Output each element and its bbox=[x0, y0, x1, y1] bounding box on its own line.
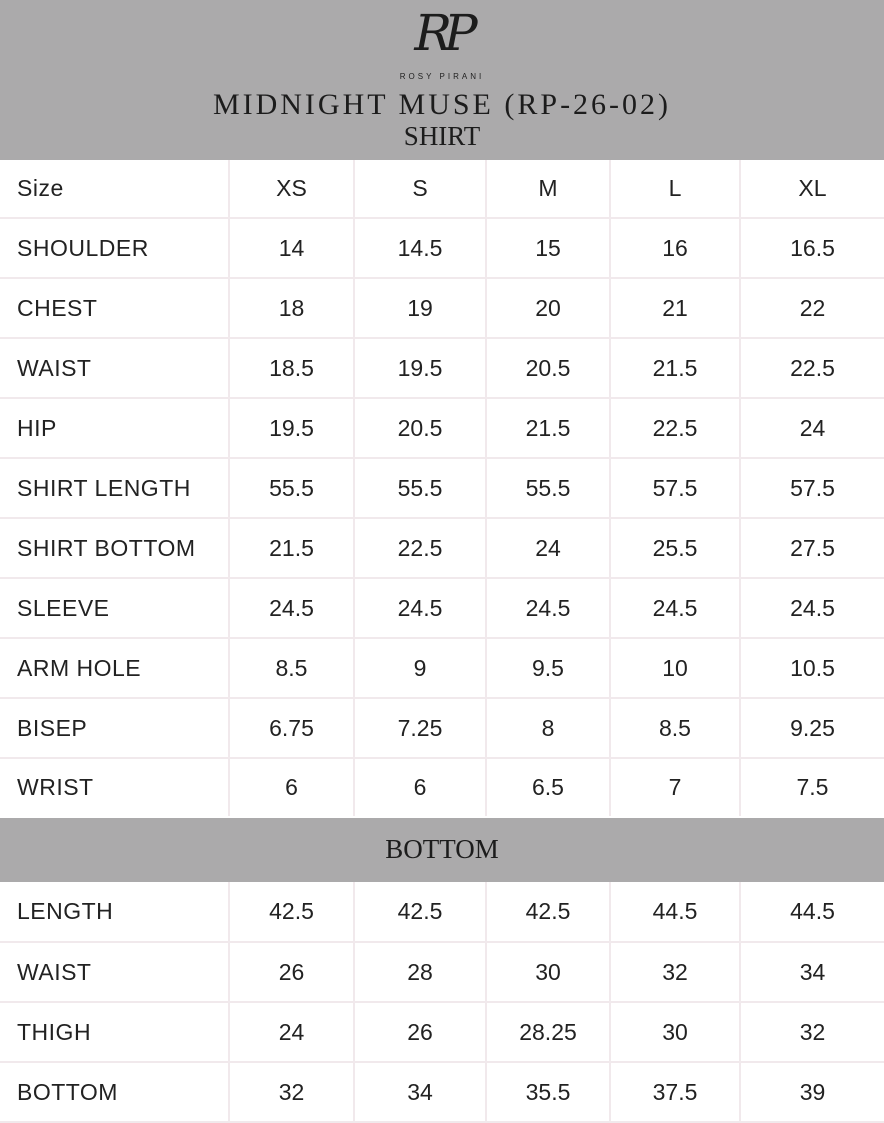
table-row bbox=[0, 578, 884, 638]
table-cell: 26 bbox=[354, 1002, 486, 1062]
table-cell: 21.5 bbox=[610, 338, 740, 398]
row-label: WAIST bbox=[0, 338, 229, 398]
section-title-bottom: BOTTOM bbox=[385, 834, 499, 864]
table-cell: 22.5 bbox=[354, 518, 486, 578]
section-title-shirt: SHIRT bbox=[403, 121, 481, 151]
table-cell: 35.5 bbox=[486, 1062, 610, 1122]
brand-name: ROSY PIRANI bbox=[399, 72, 485, 81]
table-cell: 21.5 bbox=[229, 518, 354, 578]
row-label: LENGTH bbox=[0, 882, 229, 942]
row-label: ARM HOLE bbox=[0, 638, 229, 698]
table-cell: 6 bbox=[229, 758, 354, 816]
row-label: CHEST bbox=[0, 278, 229, 338]
table-row bbox=[0, 398, 884, 458]
table-row bbox=[0, 1062, 884, 1122]
size-s: S bbox=[354, 160, 486, 218]
table-row bbox=[0, 1002, 884, 1062]
table-cell: 24.5 bbox=[354, 578, 486, 638]
table-cell: 20 bbox=[486, 278, 610, 338]
table-cell: 6.5 bbox=[486, 758, 610, 816]
row-label: SHIRT BOTTOM bbox=[0, 518, 229, 578]
table-cell: 39 bbox=[740, 1062, 884, 1122]
shirt-size-table bbox=[0, 160, 884, 816]
table-row bbox=[0, 698, 884, 758]
table-cell: 22 bbox=[740, 278, 884, 338]
table-cell: 24.5 bbox=[486, 578, 610, 638]
table-cell: 18.5 bbox=[229, 338, 354, 398]
table-cell: 42.5 bbox=[486, 882, 610, 942]
table-cell: 7 bbox=[610, 758, 740, 816]
table-row bbox=[0, 518, 884, 578]
row-label: WRIST bbox=[0, 758, 229, 816]
row-label: BISEP bbox=[0, 698, 229, 758]
table-cell: 24 bbox=[740, 398, 884, 458]
table-cell: 55.5 bbox=[229, 458, 354, 518]
bottom-size-table bbox=[0, 882, 884, 1123]
size-label: Size bbox=[0, 160, 229, 218]
table-cell: 37.5 bbox=[610, 1062, 740, 1122]
page-title: MIDNIGHT MUSE (RP-26-02) bbox=[212, 88, 672, 121]
table-cell: 10.5 bbox=[740, 638, 884, 698]
table-cell: 16.5 bbox=[740, 218, 884, 278]
row-label: THIGH bbox=[0, 1002, 229, 1062]
table-cell: 15 bbox=[486, 218, 610, 278]
table-cell: 42.5 bbox=[229, 882, 354, 942]
table-row bbox=[0, 338, 884, 398]
row-label: BOTTOM bbox=[0, 1062, 229, 1122]
table-cell: 19.5 bbox=[354, 338, 486, 398]
row-label: WAIST bbox=[0, 942, 229, 1002]
table-cell: 34 bbox=[740, 942, 884, 1002]
table-cell: 55.5 bbox=[354, 458, 486, 518]
table-cell: 6.75 bbox=[229, 698, 354, 758]
table-cell: 24 bbox=[229, 1002, 354, 1062]
table-cell: 24 bbox=[486, 518, 610, 578]
table-cell: 16 bbox=[610, 218, 740, 278]
table-cell: 57.5 bbox=[610, 458, 740, 518]
table-cell: 44.5 bbox=[610, 882, 740, 942]
size-header-row bbox=[0, 160, 884, 218]
table-row bbox=[0, 638, 884, 698]
size-xl: XL bbox=[740, 160, 884, 218]
table-cell: 7.25 bbox=[354, 698, 486, 758]
table-cell: 19.5 bbox=[229, 398, 354, 458]
table-cell: 34 bbox=[354, 1062, 486, 1122]
table-cell: 14 bbox=[229, 218, 354, 278]
table-cell: 30 bbox=[610, 1002, 740, 1062]
table-row bbox=[0, 942, 884, 1002]
size-m: M bbox=[486, 160, 610, 218]
table-row bbox=[0, 882, 884, 942]
table-cell: 32 bbox=[740, 1002, 884, 1062]
table-cell: 8.5 bbox=[229, 638, 354, 698]
table-cell: 6 bbox=[354, 758, 486, 816]
table-cell: 42.5 bbox=[354, 882, 486, 942]
table-cell: 24.5 bbox=[610, 578, 740, 638]
table-cell: 27.5 bbox=[740, 518, 884, 578]
table-cell: 24.5 bbox=[740, 578, 884, 638]
table-cell: 9 bbox=[354, 638, 486, 698]
table-row bbox=[0, 758, 884, 816]
table-row bbox=[0, 218, 884, 278]
table-cell: 19 bbox=[354, 278, 486, 338]
table-cell: 14.5 bbox=[354, 218, 486, 278]
table-cell: 18 bbox=[229, 278, 354, 338]
row-label: SHIRT LENGTH bbox=[0, 458, 229, 518]
table-cell: 57.5 bbox=[740, 458, 884, 518]
table-cell: 20.5 bbox=[354, 398, 486, 458]
row-label: HIP bbox=[0, 398, 229, 458]
table-cell: 10 bbox=[610, 638, 740, 698]
table-row bbox=[0, 458, 884, 518]
table-cell: 22.5 bbox=[740, 338, 884, 398]
table-cell: 25.5 bbox=[610, 518, 740, 578]
table-cell: 26 bbox=[229, 942, 354, 1002]
row-label: SLEEVE bbox=[0, 578, 229, 638]
table-cell: 28 bbox=[354, 942, 486, 1002]
table-cell: 8.5 bbox=[610, 698, 740, 758]
table-cell: 21 bbox=[610, 278, 740, 338]
table-cell: 28.25 bbox=[486, 1002, 610, 1062]
size-l: L bbox=[610, 160, 740, 218]
size-xs: XS bbox=[229, 160, 354, 218]
table-cell: 32 bbox=[610, 942, 740, 1002]
table-cell: 21.5 bbox=[486, 398, 610, 458]
table-cell: 30 bbox=[486, 942, 610, 1002]
table-cell: 32 bbox=[229, 1062, 354, 1122]
table-cell: 24.5 bbox=[229, 578, 354, 638]
table-cell: 55.5 bbox=[486, 458, 610, 518]
row-label: SHOULDER bbox=[0, 218, 229, 278]
table-row bbox=[0, 278, 884, 338]
table-cell: 20.5 bbox=[486, 338, 610, 398]
table-cell: 8 bbox=[486, 698, 610, 758]
table-cell: 22.5 bbox=[610, 398, 740, 458]
brand-logo: RP bbox=[414, 4, 470, 62]
table-cell: 9.25 bbox=[740, 698, 884, 758]
table-cell: 7.5 bbox=[796, 774, 829, 800]
table-cell: 44.5 bbox=[740, 882, 884, 942]
table-cell: 9.5 bbox=[486, 638, 610, 698]
